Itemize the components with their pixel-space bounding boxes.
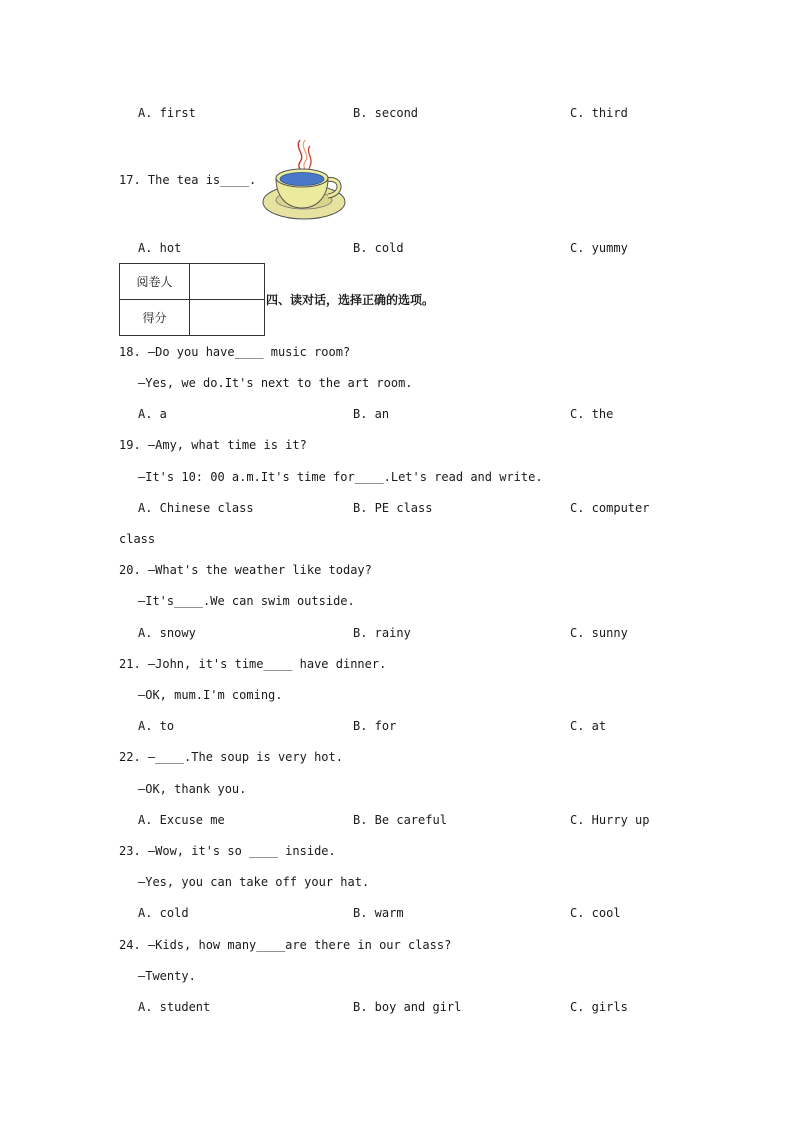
q22-question: 22. —____.The soup is very hot. [119,750,343,764]
q23-option-a: A. cold [138,906,189,920]
q19-question: 19. —Amy, what time is it? [119,438,307,452]
score-cell [190,300,265,336]
q24-question: 24. —Kids, how many____are there in our class? [119,938,452,952]
q16-option-b: B. second [353,106,419,120]
q19-answer: —It's 10: 00 a.m.It's time for____.Let's read and write. [138,470,543,484]
q22-option-c: C. Hurry up [570,813,650,827]
score-label: 得分 [120,300,190,336]
section-4-title: 四、读对话，选择正确的选项。 [266,293,435,307]
q24-answer: —Twenty. [138,969,196,983]
q23-option-b: B. warm [353,906,404,920]
q18-option-a: A. a [138,407,167,421]
q20-option-b: B. rainy [353,626,411,640]
q17-stem: 17. The tea is____. [119,173,257,187]
q19-option-b: B. PE class [353,501,433,515]
reviewer-label: 阅卷人 [120,264,190,300]
q16-option-c: C. third [570,106,628,120]
q21-option-a: A. to [138,719,175,733]
teacup-icon [260,136,346,224]
q19-option-c-wrap: class [119,532,156,546]
q24-option-a: A. student [138,1000,211,1014]
q19-option-c: C. computer [570,501,650,515]
q20-question: 20. —What's the weather like today? [119,563,372,577]
q20-option-a: A. snowy [138,626,196,640]
q24-option-b: B. boy and girl [353,1000,462,1014]
q17-option-b: B. cold [353,241,404,255]
q23-option-c: C. cool [570,906,621,920]
q20-answer: —It's____.We can swim outside. [138,594,355,608]
reviewer-cell [190,264,265,300]
q20-option-c: C. sunny [570,626,628,640]
q21-option-c: C. at [570,719,607,733]
q23-question: 23. —Wow, it's so ____ inside. [119,844,336,858]
q18-answer: —Yes, we do.It's next to the art room. [138,376,413,390]
q17-option-c: C. yummy [570,241,628,255]
q22-answer: —OK, thank you. [138,782,247,796]
q21-answer: —OK, mum.I'm coming. [138,688,283,702]
q24-option-c: C. girls [570,1000,628,1014]
q18-option-c: C. the [570,407,614,421]
q21-option-b: B. for [353,719,397,733]
q21-question: 21. —John, it's time____ have dinner. [119,657,387,671]
q23-answer: —Yes, you can take off your hat. [138,875,370,889]
q18-question: 18. —Do you have____ music room? [119,345,351,359]
q22-option-a: A. Excuse me [138,813,225,827]
q19-option-a: A. Chinese class [138,501,254,515]
q18-option-b: B. an [353,407,390,421]
q16-option-a: A. first [138,106,196,120]
q22-option-b: B. Be careful [353,813,447,827]
q17-option-a: A. hot [138,241,182,255]
scorer-table [119,263,265,336]
